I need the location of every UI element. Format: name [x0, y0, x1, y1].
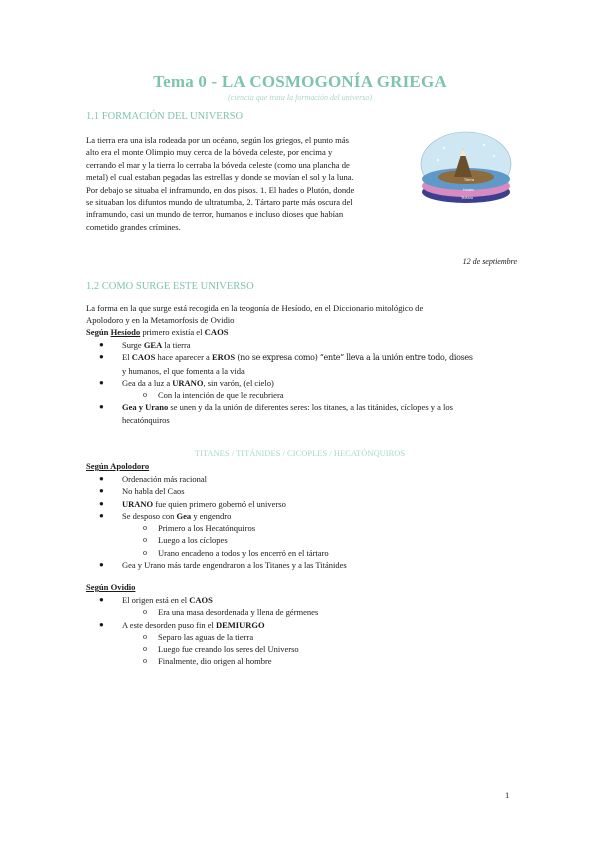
list-sub-item: o Finalmente, dio origen al hombre — [143, 656, 272, 667]
figure-label-hades: Hades — [463, 188, 474, 192]
list-item: ● No habla del Caos — [99, 486, 185, 497]
sub-bullet-icon: o — [143, 631, 147, 641]
figure-label-tierra: Tierra — [464, 178, 475, 182]
list-sub-item: o Con la intención de que le recubriera — [143, 390, 284, 401]
intro-paragraph — [86, 302, 516, 327]
paragraph-line: metal) el cual estaban pegadas las estrellas y donde se movían el sol y la luna. — [86, 172, 354, 183]
paragraph-line: Por debajo se situaba el inframundo, en dos pisos. 1. El hades o Plutón, donde — [86, 184, 355, 195]
page-number: 1 — [505, 790, 510, 800]
paragraph-line: La tierra era una isla rodeada por un océano, según los griegos, el punto más — [86, 135, 349, 145]
list-item: ● Se desposo con Gea y engendro — [99, 510, 232, 521]
hesiodo-list — [99, 339, 522, 426]
bullet-icon: ● — [99, 377, 104, 387]
list-sub-item: o Luego a los cíclopes — [143, 535, 228, 546]
list-item: ● Ordenación más racional — [99, 474, 207, 484]
bullet-icon: ● — [99, 340, 104, 349]
caos-term: CAOS — [204, 327, 229, 337]
list-sub-item: o Urano encadeno a todos y los encerró en el tártaro — [143, 547, 329, 558]
apolodoro-label: Según Apolodoro — [86, 461, 150, 471]
list-item: ● A este desorden puso fin el DEMIURGO — [99, 619, 265, 630]
section-heading-formacion: 1.1 FORMACIÓN DEL UNIVERSO — [86, 111, 244, 122]
bullet-icon: ● — [99, 486, 104, 496]
section-heading-como-surge: 1.2 COMO SURGE ESTE UNIVERSO — [86, 281, 254, 292]
bullet-icon: ● — [99, 498, 104, 508]
list-item: ● Gea y Urano se unen y da la unión de diferentes seres: los titanes, a las titánides, cíclopes y a los hecatónquiros — [99, 402, 453, 425]
hesiodo-rest: primero existía el — [140, 327, 205, 337]
list-sub-item: o Primero a los Hecatónquiros — [143, 523, 256, 534]
apolodoro-list — [99, 473, 522, 571]
bullet-icon: ● — [99, 619, 104, 629]
ovidio-list — [99, 594, 522, 668]
star-icon — [443, 147, 445, 149]
paragraph-line: cerrando el mar y la tierra lo cerraba la bóveda celeste (como una plancha de — [86, 159, 350, 170]
paragraph-line: cometido grandes crímines. — [86, 221, 181, 232]
hesiodo-label-prefix: Según — [86, 327, 111, 337]
bullet-icon: ● — [99, 474, 104, 483]
list-sub-item: o Separo las aguas de la tierra — [143, 631, 254, 642]
figure-label-tartaro: Tártaro — [461, 196, 474, 200]
hesiodo-intro-line — [86, 326, 516, 338]
list-sub-item: o Luego fue creando los seres del Universo — [143, 644, 299, 655]
hesiodo-label-name: Hesíodo — [110, 327, 141, 337]
list-item: ● Gea da a luz a URANO, sin varón, (el cielo) — [99, 377, 274, 388]
sub-bullet-icon: o — [143, 535, 147, 545]
bullet-icon: ● — [99, 510, 104, 520]
bullet-icon: ● — [99, 595, 104, 604]
paragraph-line: alto era el monte Olimpio muy cerca de la bóveda celeste, por encima y — [86, 147, 333, 158]
date-label: 12 de septiembre — [462, 257, 517, 266]
list-item: ● Surge GEA la tierra — [99, 340, 191, 350]
list-item: ● El CAOS hace aparecer a EROS (no se expresa como) “ente” lleva a la unión entre todo, dioses y humanos, el que fomenta a la vida — [99, 352, 473, 376]
list-item: ● URANO fue quien primero gobernó el universo — [99, 498, 286, 509]
page-subtitle: (ciencia que trata la formación del universo) — [228, 93, 372, 102]
beings-centerline: TITANES / TITÁNIDES / CICOPLES / HECATÓNQUIROS — [194, 448, 406, 458]
paragraph-line: inframundo, casi un mundo de terror, humanos e incluso dioses que habían — [86, 209, 344, 220]
paragraph-line: Apolodoro y en la Metamorfosis de Ovidio — [86, 315, 235, 326]
star-icon — [437, 159, 439, 161]
sub-bullet-icon: o — [143, 390, 147, 400]
ovidio-label: Según Ovidio — [86, 582, 136, 592]
star-icon — [483, 144, 485, 146]
paragraph-line: se situaban los difuntos mundo de ultratumba, 2. Tártaro parte más oscura del — [86, 197, 353, 208]
page-title: Tema 0 - LA COSMOGONÍA GRIEGA — [153, 72, 447, 91]
bullet-icon: ● — [99, 560, 104, 570]
cosmos-illustration — [414, 128, 518, 210]
list-item: ● El origen está en el CAOS — [99, 595, 213, 605]
paragraph-line: La forma en la que surge está recogida en la teogonía de Hesíodo, en el Diccionario mitológico de — [86, 303, 424, 313]
bullet-icon: ● — [99, 352, 104, 362]
sub-bullet-icon: o — [143, 607, 147, 617]
star-icon — [493, 155, 495, 157]
sub-bullet-icon: o — [143, 656, 147, 666]
bullet-icon: ● — [99, 402, 104, 412]
sub-bullet-icon: o — [143, 523, 147, 533]
sub-bullet-icon: o — [143, 644, 147, 654]
list-item: ● Gea y Urano más tarde engendraron a los Titanes y a las Titánides — [99, 560, 347, 571]
sub-bullet-icon: o — [143, 547, 147, 557]
formation-paragraph — [86, 134, 406, 233]
list-sub-item: o Era una masa desordenada y llena de gérmenes — [143, 607, 319, 618]
